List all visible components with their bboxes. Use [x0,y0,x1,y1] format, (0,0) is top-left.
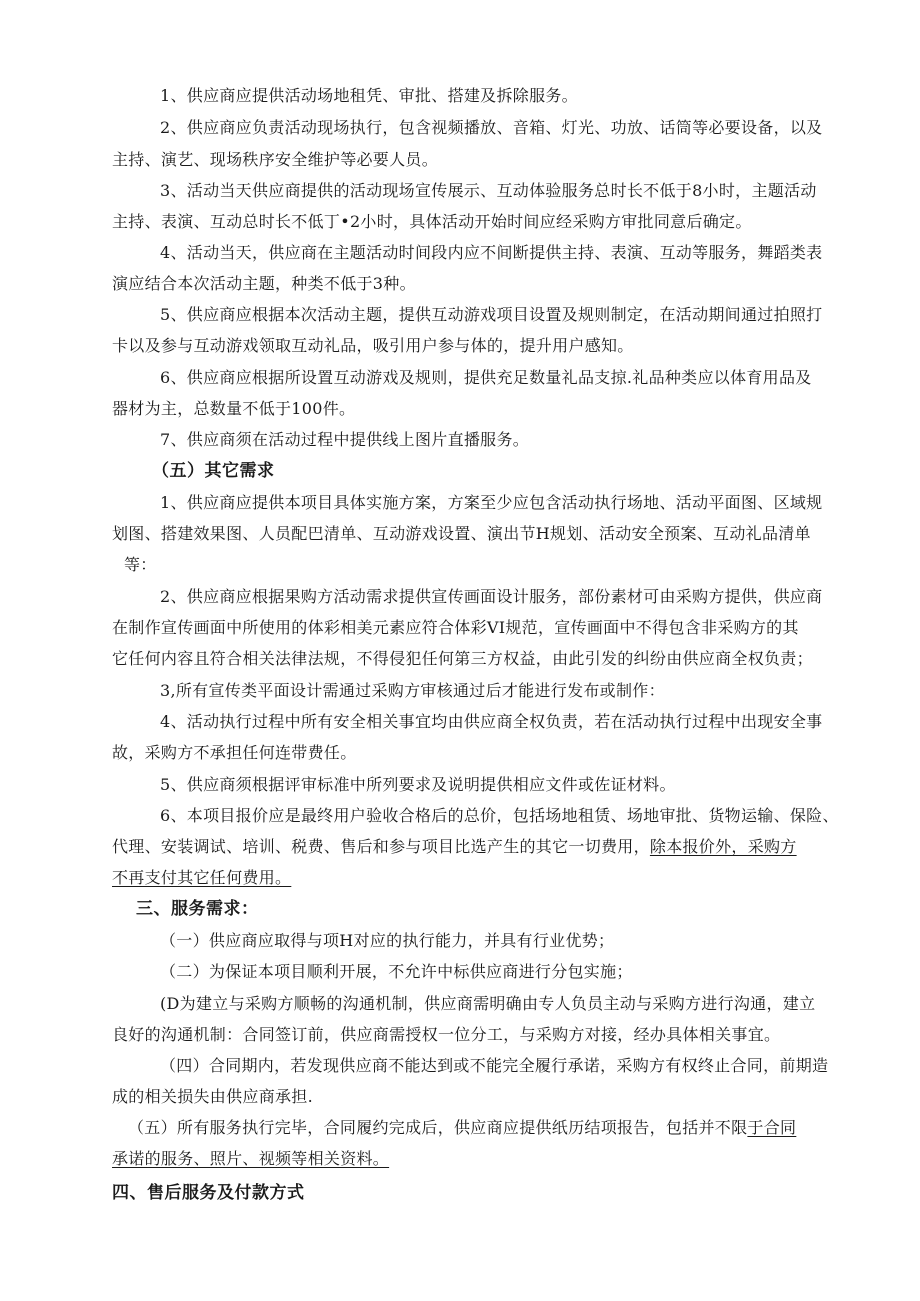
other-req-item-4-line-1: 4、活动执行过程中所有安全相关事宜均由供应商全权负责，若在活动执行过程中出现安全事 [160,712,823,731]
paragraph-item-5-line-1: 5、供应商应根据本次活动主题，提供互动游戏项目设置及规则制定，在活动期间通过拍照打 [160,305,823,324]
paragraph-item-3-line-2: 主持、表演、互动总时长不低丁•2小时，具体活动开始时间应经采购方审批同意后确定。 [112,212,752,231]
other-req-item-6-line-2-text: 代理、安装调试、培训、税费、售后和参与项目比选产生的其它一切费用， [112,837,650,856]
service-item-5-line-1 [128,1118,796,1138]
paragraph-item-6-line-1: 6、供应商应根据所设置互动游戏及规则，提供充足数量礼品支掠.礼品种类应以体育用品及 [160,368,812,387]
service-item-3-line-2: 良好的沟通机制：合同签订前，供应商需授权一位分工，与采购方对接，经办具体相关事宜。 [112,1025,781,1044]
other-req-item-1-line-2: 划图、搭建效果图、人员配巴清单、互动游戏设置、演出节H规划、活动安全预案、互动礼品清单 [112,524,811,543]
other-req-item-4-line-2: 故，采购方不承担任何连带费任。 [112,743,357,762]
section-heading-service-requirements: 三、服务需求： [136,899,259,919]
paragraph-item-2-line-2: 主持、演艺、现场秩序安全维护等必要人员。 [112,150,439,169]
paragraph-item-2-line-1: 2、供应商应负责活动现场执行，包含视频播放、音箱、灯光、功放、话筒等必要设备，以及 [160,118,823,137]
section-heading-after-sales: 四、售后服务及付款方式 [112,1183,305,1203]
other-req-item-1-line-3: 等： [124,555,157,574]
paragraph-item-4-line-2: 演应结合本次活动主题，种类不低于3种。 [112,274,416,293]
service-item-4-line-1: （四）合同期内，若发现供应商不能达到或不能完全履行承诺，采购方有权终止合同，前期造 [160,1056,829,1075]
other-req-item-6-line-2 [112,837,797,857]
other-req-item-6-line-3: 不再支付其它任何费用。 [112,868,292,887]
other-req-item-5: 5、供应商须根据评审标准中所列要求及说明提供相应文件或佐证材料。 [160,775,676,794]
paragraph-item-7: 7、供应商须在活动过程中提供线上图片直播服务。 [160,430,530,449]
other-req-item-1-line-1: 1、供应商应提供本项目具体实施方案，方案至少应包含活动执行场地、活动平面图、区域规 [160,493,823,512]
paragraph-item-5-line-2: 卡以及参与互动游戏领取互动礼品，吸引用户参与体的，提升用户感知。 [112,336,634,355]
other-req-item-6-line-1: 6、本项目报价应是最终用户验收合格后的总价，包括场地租赁、场地审批、货物运输、保险、 [160,806,839,825]
section-heading-other-requirements: （五）其它需求 [152,461,275,481]
service-item-3-line-1: (D为建立与采购方顺畅的沟通机制，供应商需明确由专人负员主动与采购方进行沟通，建立 [160,994,816,1013]
other-req-item-2-line-2: 在制作宣传画面中所使用的体彩相美元素应符合体彩VI规范，宣传画面中不得包含非采购方的其 [112,618,799,637]
service-item-5-line-1-text: （五）所有服务执行完毕，合同履约完成后，供应商应提供纸历结项报告，包括并不限 [128,1118,748,1137]
service-item-1: （一）供应商应取得与项H对应的执行能力，并具有行业优势； [160,931,615,950]
underlined-clause: 除本报价外，采购方 [649,837,797,856]
service-item-4-line-2: 成的相关损失由供应商承担. [112,1087,313,1106]
service-item-5-line-2: 承诺的服务、照片、视频等相关资料。 [112,1149,390,1168]
underlined-clause: 于合同 [747,1118,797,1137]
other-req-item-2-line-1: 2、供应商应根据果购方活动需求提供宣传画面设计服务，部份素材可由采购方提供，供应商 [160,587,823,606]
paragraph-item-4-line-1: 4、活动当天，供应商在主题活动时间段内应不间断提供主持、表演、互动等服务，舞蹈类表 [160,243,823,262]
paragraph-item-1: 1、供应商应提供活动场地租凭、审批、搭建及拆除服务。 [160,86,578,105]
paragraph-item-6-line-2: 器材为主，总数量不低于100件。 [112,399,356,418]
service-item-2: （二）为保证本项目顺利开展，不允许中标供应商进行分包实施； [160,962,633,981]
other-req-item-2-line-3: 它任何内容且符合相关法律法规，不得侵犯任何第三方权益，由此引发的纠纷由供应商全权负责； [112,649,813,668]
paragraph-item-3-line-1: 3、活动当天供应商提供的活动现场宣传展示、互动体验服务总时长不低于8小时，主题活动 [160,181,817,200]
other-req-item-3: 3,所有宣传类平面设计需通过采购方审核通过后才能进行发布或制作： [160,681,665,700]
